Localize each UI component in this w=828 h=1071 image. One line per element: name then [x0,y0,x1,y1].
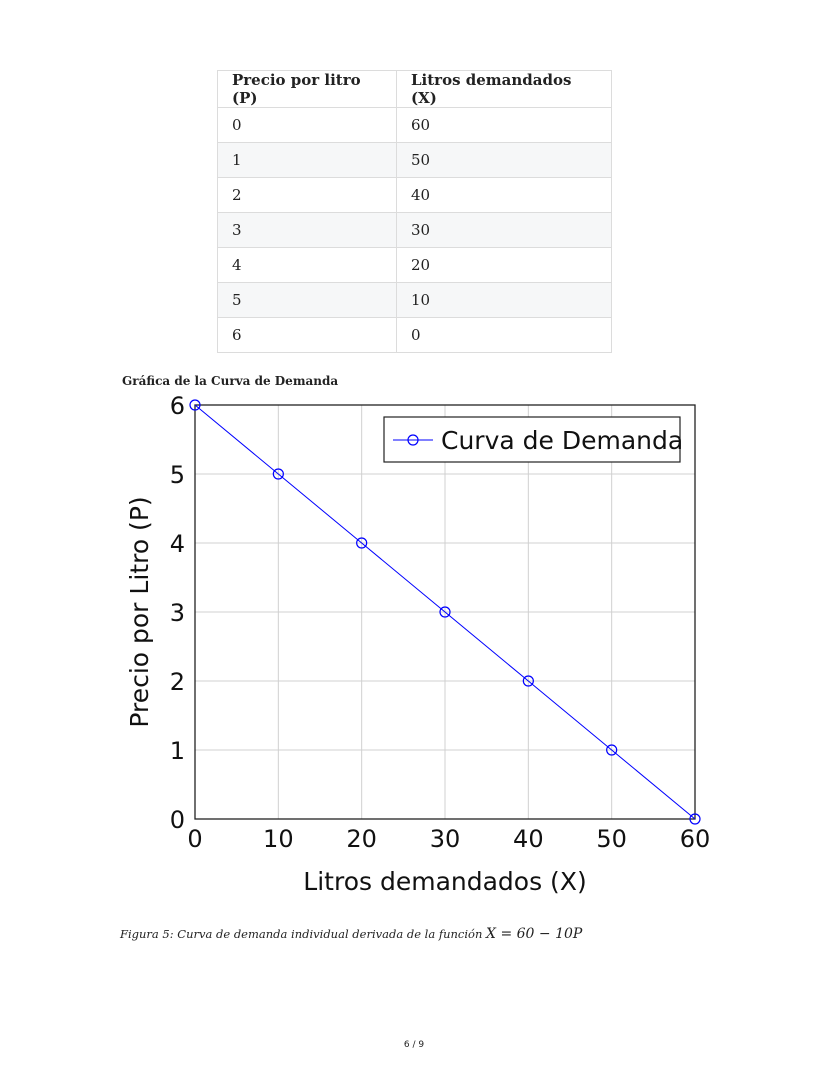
y-tick-label: 0 [169,806,185,834]
price-cell: 0 [218,108,397,143]
caption-equation: X = 60 − 10P [486,926,583,942]
section-heading: Gráfica de la Curva de Demanda [122,374,339,388]
header-price: Precio por litro (P) [218,71,397,108]
legend-label: Curva de Demanda [441,426,684,455]
caption-text: Figura 5: Curva de demanda individual derivada de la función [120,927,487,941]
y-tick-label: 2 [169,668,185,696]
x-tick-label: 10 [263,825,294,853]
page-number: 6 / 9 [403,1040,425,1050]
price-cell: 3 [218,213,397,248]
x-tick-label: 40 [513,825,544,853]
x-tick-label: 20 [346,825,377,853]
price-cell: 5 [218,283,397,318]
quantity-cell: 20 [397,248,612,283]
y-axis-label: Precio por Litro (P) [125,496,154,728]
price-cell: 6 [218,318,397,353]
quantity-cell: 50 [397,143,612,178]
quantity-cell: 30 [397,213,612,248]
quantity-cell: 60 [397,108,612,143]
x-tick-label: 50 [596,825,627,853]
figure-caption [120,926,582,942]
quantity-cell: 10 [397,283,612,318]
y-tick-label: 5 [169,461,185,489]
x-tick-label: 30 [429,825,461,853]
quantity-cell: 0 [397,318,612,353]
price-cell: 4 [218,248,397,283]
x-tick-label: 60 [679,825,711,853]
price-cell: 1 [218,143,397,178]
y-tick-label: 4 [169,530,185,558]
y-tick-label: 3 [169,599,185,627]
header-quantity: Litros demandados (X) [397,71,612,108]
x-tick-label: 0 [187,825,203,853]
y-tick-label: 1 [169,737,185,765]
quantity-cell: 40 [397,178,612,213]
price-cell: 2 [218,178,397,213]
y-tick-label: 6 [169,392,185,420]
x-axis-label: Litros demandados (X) [303,867,587,896]
